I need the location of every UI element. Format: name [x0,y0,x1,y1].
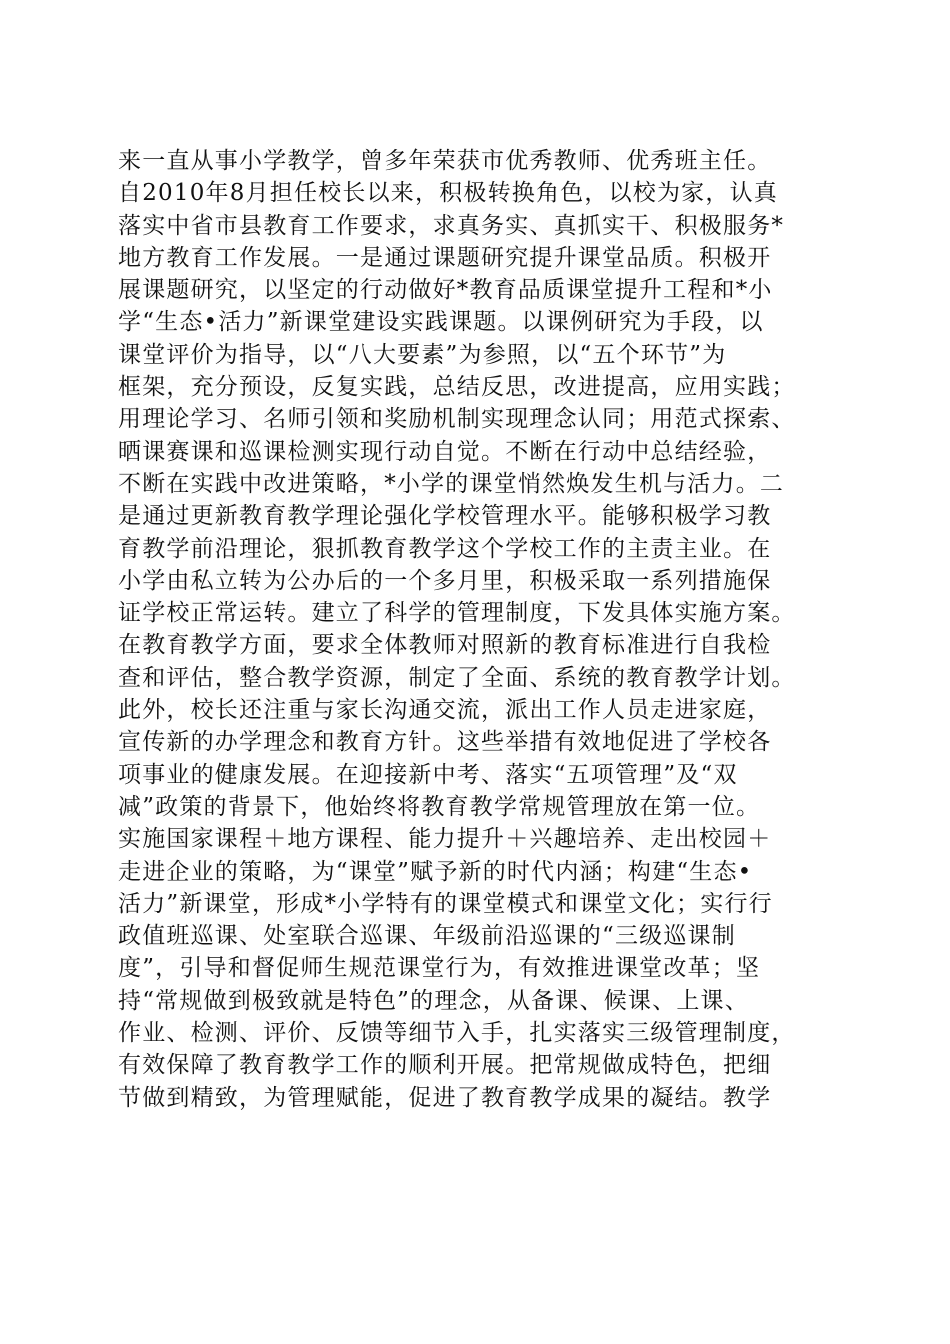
body-text [118,145,848,1114]
text-line: 实施国家课程＋地方课程、能力提升＋兴趣培养、走出校园＋ [118,826,772,853]
text-line: 是通过更新教育教学理论强化学校管理水平。能够积极学习教 [118,503,772,530]
text-line: 地方教育工作发展。一是通过课题研究提升课堂品质。积极开 [118,244,772,271]
text-line: 来一直从事小学教学，曾多年荣获市优秀教师、优秀班主任。 [118,148,772,174]
text-line: 展课题研究，以坚定的行动做好*教育品质课堂提升工程和*小 [118,277,773,304]
text-line: 节做到精致，为管理赋能，促进了教育教学成果的凝结。教学 [118,1084,772,1111]
text-line: 作业、检测、评价、反馈等细节入手，扎实落实三级管理制度， [118,1020,796,1047]
text-line: 政值班巡课、处室联合巡课、年级前沿巡课的“三级巡课制 [118,923,736,950]
text-line: 减”政策的背景下，他始终将教育教学常规管理放在第一位。 [118,793,761,820]
text-line: 不断在实践中改进策略，*小学的课堂悄然焕发生机与活力。二 [118,470,785,497]
text-line: 宣传新的办学理念和教育方针。这些举措有效地促进了学校各 [118,729,772,756]
text-line: 自2010年8月担任校长以来，积极转换角色，以校为家，认真 [118,180,778,207]
text-line: 晒课赛课和巡课检测实现行动自觉。不断在行动中总结经验， [118,438,772,465]
text-line: 在教育教学方面，要求全体教师对照新的教育标准进行自我检 [118,632,772,659]
text-line: 项事业的健康发展。在迎接新中考、落实“五项管理”及“双 [118,761,738,788]
text-line: 育教学前沿理论，狠抓教育教学这个学校工作的主责主业。在 [118,535,772,562]
text-line: 此外，校长还注重与家长沟通交流，派出工作人员走进家庭， [118,697,772,724]
text-line: 学“生态•活力”新课堂建设实践课题。以课例研究为手段，以 [118,309,764,336]
text-line: 落实中省市县教育工作要求，求真务实、真抓实干、积极服务* [118,212,785,239]
text-line: 用理论学习、名师引领和奖励机制实现理念认同；用范式探索、 [118,406,796,433]
text-line: 查和评估，整合教学资源，制定了全面、系统的教育教学计划。 [118,664,796,691]
text-line: 课堂评价为指导，以“八大要素”为参照，以“五个环节”为 [118,341,727,368]
text-line: 小学由私立转为公办后的一个多月里，积极采取一系列措施保 [118,567,772,594]
text-line: 走进企业的策略，为“课堂”赋予新的时代内涵；构建“生态• [118,858,753,885]
text-line: 框架，充分预设，反复实践，总结反思，改进提高，应用实践； [118,374,796,401]
text-line: 持“常规做到极致就是特色”的理念，从备课、候课、上课、 [118,987,749,1014]
text-line: 活力”新课堂，形成*小学特有的课堂模式和课堂文化；实行行 [118,890,773,917]
text-line: 度”，引导和督促师生规范课堂行为，有效推进课堂改革；坚 [118,955,761,982]
text-line: 证学校正常运转。建立了科学的管理制度，下发具体实施方案。 [118,600,796,627]
text-line: 有效保障了教育教学工作的顺利开展。把常规做成特色，把细 [118,1052,772,1079]
